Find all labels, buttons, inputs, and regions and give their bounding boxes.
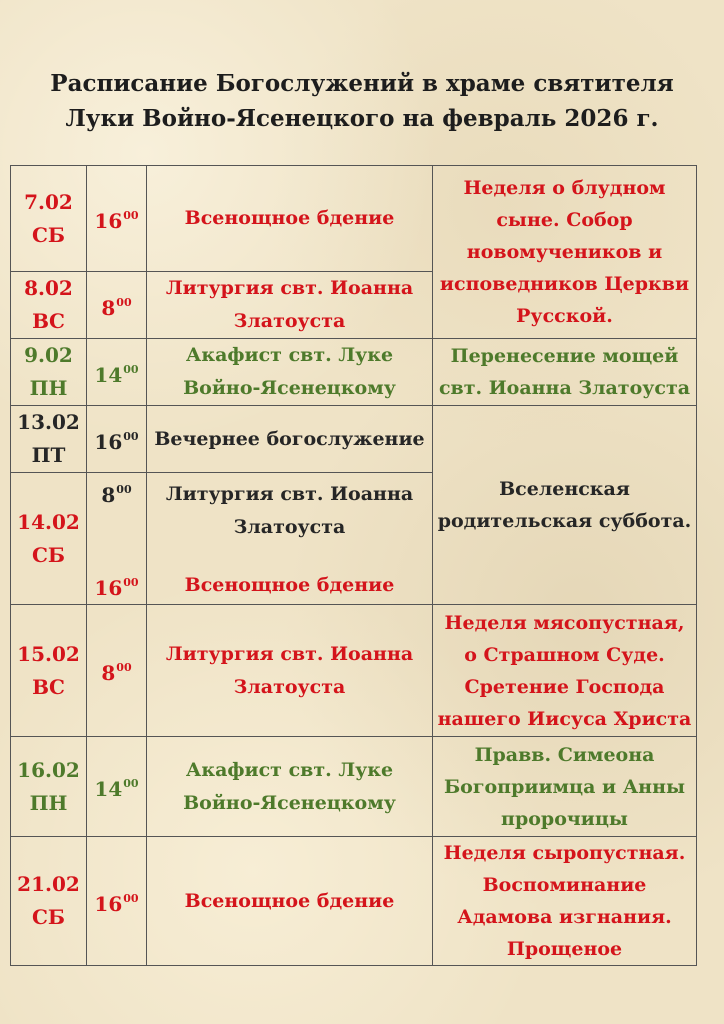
time-minutes: 00 xyxy=(123,362,139,376)
time-hour: 16 xyxy=(94,209,123,233)
schedule-table xyxy=(10,165,697,966)
time-hour: 14 xyxy=(94,362,123,387)
service-cell: Литургия свт. Иоанна Златоуста xyxy=(147,605,433,737)
service-cell: Литургия свт. Иоанна Златоуста xyxy=(147,272,433,339)
date-cell xyxy=(11,339,87,406)
weekday-label: ПН xyxy=(29,376,68,400)
service-cell: Всенощное бдение xyxy=(147,837,433,966)
date-cell xyxy=(11,406,87,473)
weekday-label: ВС xyxy=(32,674,65,699)
service-morning: Литургия свт. Иоанна Златоуста xyxy=(165,482,414,538)
feast-cell: Неделя сыропустная. Воспоминание Адамова изгнания. Прощеное xyxy=(433,837,697,966)
time-hour: 8 xyxy=(101,661,116,685)
weekday-label: СБ xyxy=(31,222,65,247)
service-cell: Вечернее богослужение xyxy=(147,406,433,473)
feast-cell: Правв. Симеона Богоприимца и Анны пророчицы xyxy=(433,737,697,837)
time-cell xyxy=(87,406,147,473)
weekday-label: СБ xyxy=(31,905,65,929)
time-minutes: 00 xyxy=(123,891,139,905)
time-cell xyxy=(87,473,147,605)
weekday-label: ВС xyxy=(32,309,65,333)
service-evening: Всенощное бдение xyxy=(184,573,395,596)
weekday-label: СБ xyxy=(31,542,65,567)
date-label: 9.02 xyxy=(24,343,73,367)
time-minutes: 00 xyxy=(116,661,132,674)
title-line-1: Расписание Богослужений в храме святителя xyxy=(50,70,674,97)
date-cell xyxy=(11,737,87,837)
service-cell: Акафист свт. Луке Войно-Ясенецкому xyxy=(147,737,433,837)
date-cell xyxy=(11,837,87,966)
date-label: 8.02 xyxy=(24,276,73,300)
time-minutes: 00 xyxy=(123,777,139,790)
time-hour: 8 xyxy=(101,295,116,320)
weekday-label: ПН xyxy=(29,790,68,815)
time-evening xyxy=(91,569,142,602)
time-minutes: 00 xyxy=(123,575,139,589)
date-cell xyxy=(11,473,87,605)
time-hour: 16 xyxy=(94,429,123,454)
date-cell xyxy=(11,272,87,339)
date-label: 7.02 xyxy=(24,189,73,214)
time-minutes: 00 xyxy=(123,429,139,443)
time-minutes: 00 xyxy=(116,295,132,309)
time-morning xyxy=(91,476,142,509)
table-row xyxy=(11,605,697,737)
weekday-label: ПТ xyxy=(31,443,66,467)
time-cell xyxy=(87,339,147,406)
time-minutes: 00 xyxy=(116,482,132,496)
service-cell xyxy=(147,473,433,605)
time-hour: 14 xyxy=(94,777,123,801)
table-row xyxy=(11,737,697,837)
date-label: 14.02 xyxy=(17,509,80,534)
time-cell xyxy=(87,605,147,737)
date-label: 13.02 xyxy=(17,410,80,434)
date-cell xyxy=(11,166,87,272)
date-label: 16.02 xyxy=(17,757,80,782)
time-cell xyxy=(87,272,147,339)
service-cell: Всенощное бдение xyxy=(147,166,433,272)
time-cell xyxy=(87,737,147,837)
feast-cell: Перенесение мощей свт. Иоанна Златоуста xyxy=(433,339,697,406)
time-hour: 16 xyxy=(94,891,123,916)
time-cell xyxy=(87,837,147,966)
date-label: 15.02 xyxy=(17,641,80,666)
feast-cell: Неделя мясопустная, о Страшном Суде. Сретение Господа нашего Иисуса Христа xyxy=(433,605,697,737)
table-row xyxy=(11,837,697,966)
date-label: 21.02 xyxy=(17,872,80,896)
date-cell xyxy=(11,605,87,737)
title-line-2: Луки Войно-Ясенецкого на февраль 2026 г. xyxy=(65,105,659,132)
time-hour: 8 xyxy=(101,482,116,507)
feast-cell: Вселенская родительская суббота. xyxy=(433,406,697,605)
table-row xyxy=(11,166,697,272)
table-row xyxy=(11,339,697,406)
service-cell: Акафист свт. Луке Войно-Ясенецкому xyxy=(147,339,433,406)
feast-cell: Неделя о блудном сыне. Собор новомучеников и исповедников Церкви Русской. xyxy=(433,166,697,339)
page-title xyxy=(0,66,724,136)
time-cell xyxy=(87,166,147,272)
time-hour: 16 xyxy=(94,575,123,600)
time-minutes: 00 xyxy=(123,209,139,222)
table-row xyxy=(11,406,697,473)
